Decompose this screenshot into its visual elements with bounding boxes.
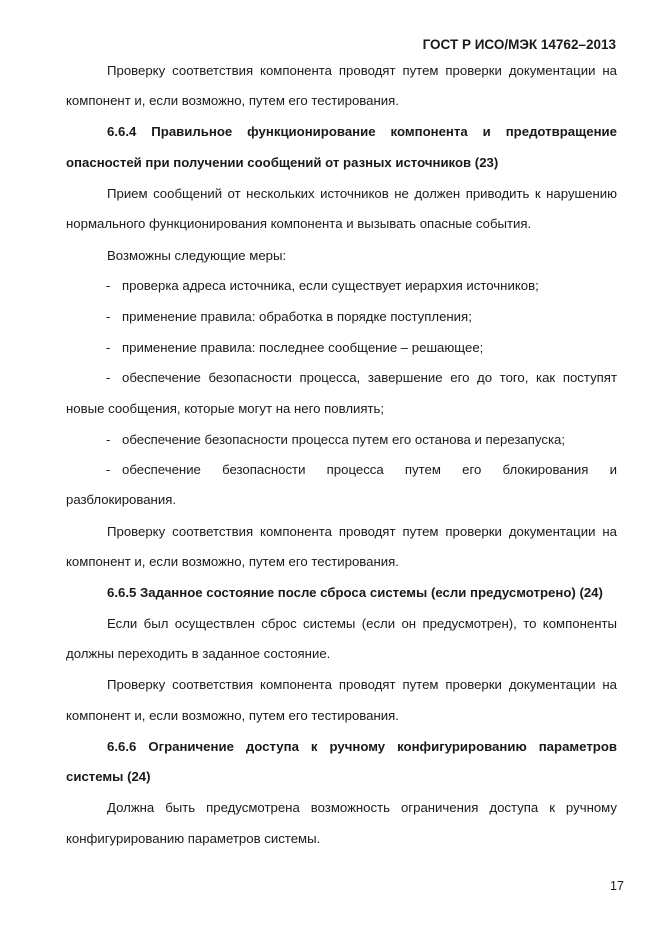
- section-heading-6-6-5: 6.6.5 Заданное состояние после сброса системы (если предусмотрено) (24): [107, 585, 603, 600]
- paragraph-line: Возможны следующие меры:: [107, 248, 287, 263]
- bullet-dash: -: [106, 432, 111, 447]
- list-item-text: применение правила: последнее сообщение – решающее;: [122, 340, 484, 355]
- list-item-text: обеспечение безопасности процесса, завершение его до того, как поступят: [122, 370, 617, 385]
- paragraph-line: Проверку соответствия компонента проводят путем проверки документации на: [107, 677, 617, 692]
- list-item-text: обеспечение безопасности процесса путем его блокирования и: [122, 462, 617, 477]
- section-heading-6-6-6: 6.6.6 Ограничение доступа к ручному конфигурированию параметров: [107, 739, 617, 754]
- section-heading-6-6-4-cont: опасностей при получении сообщений от разных источников (23): [66, 155, 499, 170]
- section-heading-6-6-6-cont: системы (24): [66, 769, 151, 784]
- bullet-dash: -: [106, 370, 111, 385]
- paragraph-line: Если был осуществлен сброс системы (если он предусмотрен), то компоненты: [107, 616, 617, 631]
- paragraph-line: Должна быть предусмотрена возможность ограничения доступа к ручному: [107, 800, 617, 815]
- section-heading-6-6-4: 6.6.4 Правильное функционирование компонента и предотвращение: [107, 124, 617, 139]
- list-item-text: применение правила: обработка в порядке поступления;: [122, 309, 472, 324]
- standard-header: ГОСТ Р ИСО/МЭК 14762–2013: [422, 37, 616, 52]
- paragraph-line: Проверку соответствия компонента проводят путем проверки документации на: [107, 63, 617, 78]
- paragraph-line: компонент и, если возможно, путем его тестирования.: [66, 708, 399, 723]
- list-item-text: проверка адреса источника, если существует иерархия источников;: [122, 278, 539, 293]
- list-item-continuation: новые сообщения, которые могут на него повлиять;: [66, 401, 385, 416]
- list-item-continuation: разблокирования.: [66, 492, 177, 507]
- paragraph-line: Проверку соответствия компонента проводят путем проверки документации на: [107, 524, 617, 539]
- bullet-dash: -: [106, 462, 111, 477]
- page-number: 17: [610, 879, 624, 893]
- paragraph-line: конфигурированию параметров системы.: [66, 831, 321, 846]
- paragraph-line: должны переходить в заданное состояние.: [66, 646, 331, 661]
- paragraph-line: нормального функционирования компонента и вызывать опасные события.: [66, 216, 532, 231]
- list-item-text: обеспечение безопасности процесса путем его останова и перезапуска;: [122, 432, 565, 447]
- paragraph-line: компонент и, если возможно, путем его тестирования.: [66, 554, 399, 569]
- bullet-dash: -: [106, 278, 111, 293]
- paragraph-line: Прием сообщений от нескольких источников не должен приводить к нарушению: [107, 186, 617, 201]
- paragraph-line: компонент и, если возможно, путем его тестирования.: [66, 93, 399, 108]
- bullet-dash: -: [106, 340, 111, 355]
- bullet-dash: -: [106, 309, 111, 324]
